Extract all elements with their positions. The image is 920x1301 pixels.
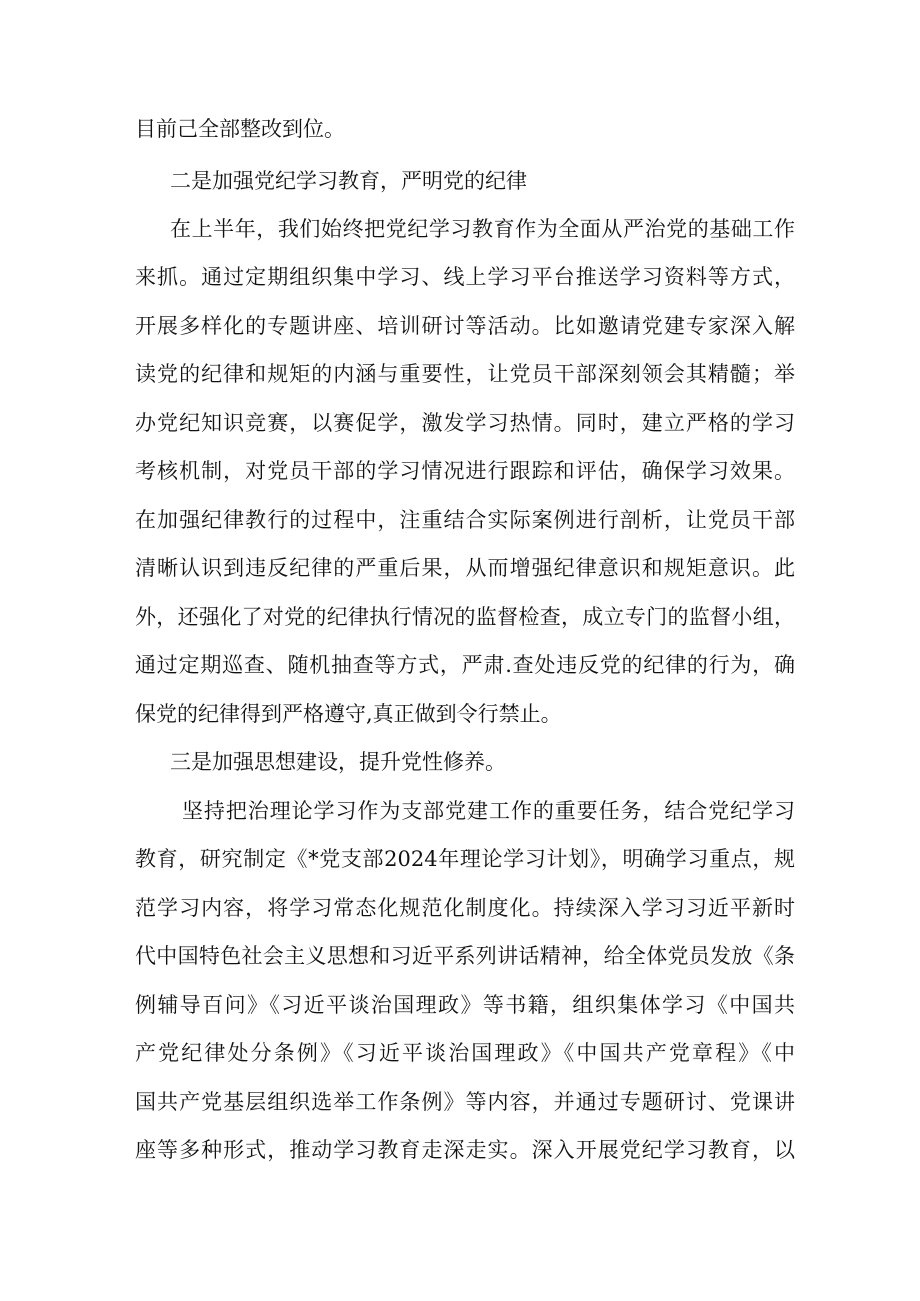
- text-line: 通过定期巡查、随机抽查等方式，严肃.查处违反党的纪律的行为，确: [135, 653, 795, 677]
- text-line: 考核机制，对党员干部的学习情况进行跟踪和评估，确保学习效果。: [135, 459, 795, 483]
- text-line: 读党的纪律和规矩的内涵与重要性，让党员干部深刻领会其精髓；举: [135, 362, 795, 386]
- text-line: 代中国特色社会主义思想和习近平系列讲话精神，给全体党员发放《条: [135, 944, 795, 968]
- text-line: 清晰认识到违反纪律的严重后果，从而增强纪律意识和规矩意识。此: [135, 556, 795, 580]
- text-line: 坚持把治理论学习作为支部党建工作的重要任务，结合党纪学习: [182, 799, 795, 823]
- text-line: 例辅导百问》《习近平谈治国理政》等书籍，组织集体学习《中国共: [135, 993, 795, 1017]
- text-line: 目前己全部整改到位。: [135, 117, 345, 141]
- text-line: 产党纪律处分条例》《习近平谈治国理政》《中国共产党章程》《中: [135, 1041, 795, 1065]
- text-line: 来抓。通过定期组织集中学习、线上学习平台推送学习资料等方式，: [135, 265, 795, 289]
- text-line: 在加强纪律教行的过程中，注重结合实际案例进行剖析，让党员干部: [135, 508, 795, 532]
- text-line: 外，还强化了对党的纪律执行情况的监督检查，成立专门的监督小组，: [135, 605, 795, 629]
- text-line: 范学习内容，将学习常态化规范化制度化。持续深入学习习近平新时: [135, 896, 795, 920]
- text-line: 座等多种形式，推动学习教育走深走实。深入开展党纪学习教育，以: [135, 1138, 795, 1162]
- text-line: 办党纪知识竞赛，以赛促学，激发学习热情。同时，建立严格的学习: [135, 411, 795, 435]
- section-heading: 三是加强思想建设，提升党性修养。: [170, 750, 506, 774]
- text-line: 国共产党基层组织选举工作条例》等内容，并通过专题研讨、党课讲: [135, 1090, 795, 1114]
- text-line: 开展多样化的专题讲座、培训研讨等活动。比如邀请党建专家深入解: [135, 314, 795, 338]
- text-line: 在上半年，我们始终把党纪学习教育作为全面从严治党的基础工作: [170, 217, 795, 241]
- text-line: 教育，研究制定《*党支部2024年理论学习计划》，明确学习重点，规: [135, 847, 795, 871]
- text-line: 保党的纪律得到严格遵守,真正做到令行禁止。: [135, 702, 562, 726]
- section-heading: 二是加强党纪学习教育，严明党的纪律: [170, 169, 527, 193]
